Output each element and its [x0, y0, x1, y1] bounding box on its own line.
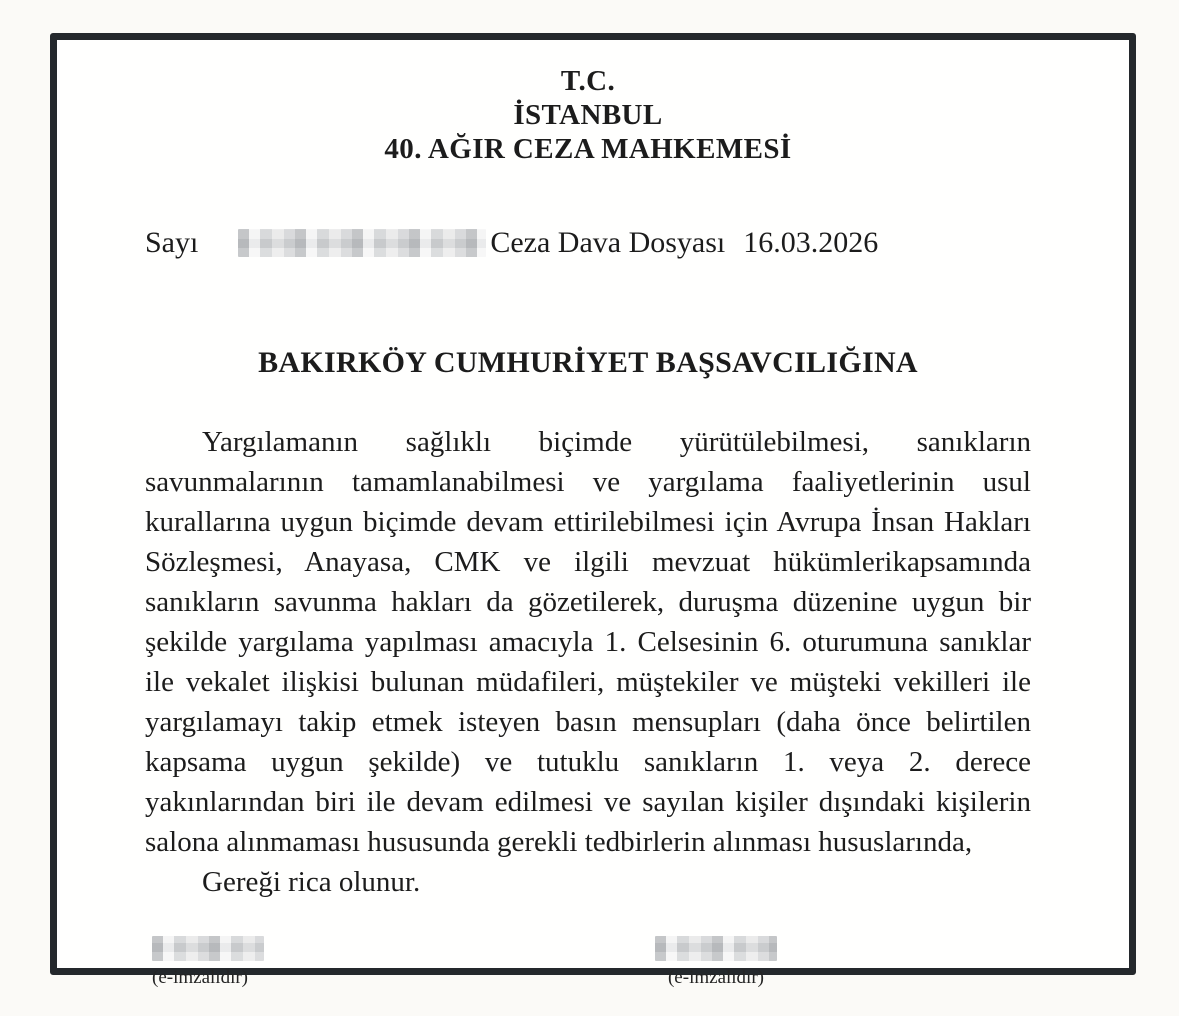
redacted-signatory-name-right — [655, 936, 777, 961]
case-type-text: Ceza Dava Dosyası — [490, 226, 726, 259]
signature-block-left — [152, 936, 264, 989]
reference-line — [145, 226, 1031, 260]
redacted-signatory-name-left — [152, 936, 264, 961]
reference-label: Sayı — [145, 226, 199, 259]
court-letterhead — [145, 64, 1031, 166]
letterhead-country: T.C. — [560, 65, 616, 97]
document-date: 16.03.2026 — [743, 226, 879, 259]
letterhead-city: İSTANBUL — [513, 99, 663, 131]
signature-area — [145, 936, 1031, 1006]
document-content — [145, 40, 1031, 1006]
document-page — [50, 33, 1136, 988]
closing-line: Gereği rica olunur. — [202, 866, 421, 898]
redacted-case-number — [238, 229, 486, 257]
esign-label-left: (e-imzalıdır) — [152, 967, 249, 988]
body-paragraph: Yargılamanın sağlıklı biçimde yürütülebilmesi, sanıkların savunmalarının tamamlanabilmesi ve yargılama faaliyetlerinin usul kurallarına uygun biçimde devam ettirilebilmesi için Avrupa İnsan Hakları Sözleşmesi, Anayasa, CMK ve ilgili mevzuat hükümlerikapsamında sanıkların savunma hakları da gözetilerek, duruşma düzenine uygun bir şekilde yargılama yapılması amacıyla 1. Celsesinin 6. oturumuna sanıklar ile vekalet ilişkisi bulunan müdafileri, müştekiler ve müşteki vekilleri ile yargılamayı takip etmek isteyen basın mensupları (daha önce belirtilen kapsama uygun şekilde) ve tutuklu sanıkların 1. veya 2. derece yakınlarından biri ile devam edilmesi ve sayılan kişiler dışındaki kişilerin salona alınmaması hususunda gerekli tedbirlerin alınması hususlarında, — [145, 426, 1031, 858]
signature-block-right — [655, 936, 777, 989]
addressee-heading: BAKIRKÖY CUMHURİYET BAŞSAVCILIĞINA — [258, 346, 918, 379]
esign-label-right: (e-imzalıdır) — [667, 967, 764, 988]
letterhead-court: 40. AĞIR CEZA MAHKEMESİ — [384, 133, 792, 165]
